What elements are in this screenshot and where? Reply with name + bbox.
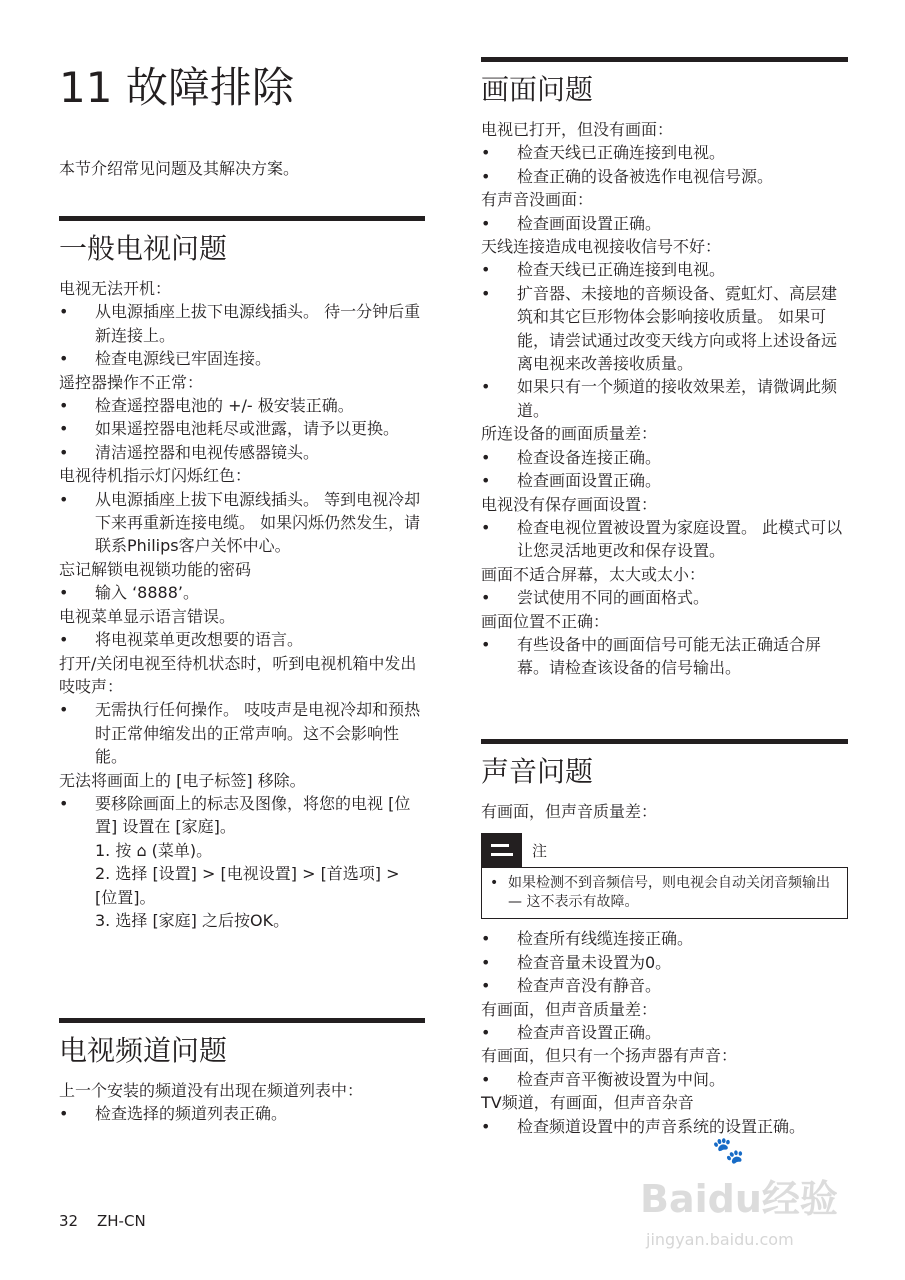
bullet-item: • 检查频道设置中的声音系统的设置正确。 — [481, 1115, 848, 1138]
section-heading: 电视频道问题 — [59, 1034, 228, 1067]
bullet-item: • 要移除画面上的标志及图像，将您的电视 [位置] 设置在 [家庭]。 — [59, 792, 425, 839]
chapter-number: 11 — [59, 63, 113, 112]
section-rule — [481, 57, 848, 62]
bullet-item: • 清洁遥控器和电视传感器镜头。 — [59, 441, 425, 464]
bullet-item: • 从电源插座上拔下电源线插头。 等到电视冷却下来再重新连接电缆。 如果闪烁仍然发生，请联系Philips客户关怀中心。 — [59, 488, 425, 558]
language-code: ZH-CN — [97, 1212, 146, 1230]
baidu-watermark — [640, 1136, 860, 1276]
issue-question: 画面位置不正确： — [481, 611, 610, 631]
section-rule — [59, 1018, 425, 1023]
bullet-item: • 从电源插座上拔下电源线插头。 待一分钟后重新连接上。 — [59, 300, 425, 347]
issue-question: 有画面，但声音质量差： — [481, 999, 658, 1019]
bullet-item: • 输入 ‘8888’。 — [59, 581, 425, 604]
bullet-item: • 检查声音设置正确。 — [481, 1021, 848, 1044]
bullet-item: • 检查电视位置被设置为家庭设置。 此模式可以让您灵活地更改和保存设置。 — [481, 516, 848, 563]
bullet-item: • 检查声音没有静音。 — [481, 974, 848, 997]
section-channel — [59, 1018, 425, 1126]
step-item: 1. 按 ⌂ (菜单)。 — [95, 840, 213, 860]
issue-question: 上一个安装的频道没有出现在频道列表中： — [59, 1081, 364, 1100]
issue-question: 有声音没画面： — [481, 190, 594, 210]
issue-question: 忘记解锁电视锁功能的密码 — [59, 559, 252, 579]
bullet-item: • 尝试使用不同的画面格式。 — [481, 586, 848, 609]
note-callout — [481, 833, 848, 919]
section-rule — [481, 739, 848, 744]
note-label: 注 — [532, 841, 548, 860]
bullet-item: • 检查音量未设置为0。 — [481, 951, 848, 974]
bullet-item: • 检查设备连接正确。 — [481, 446, 848, 469]
watermark-url: jingyan.baidu.com — [646, 1230, 794, 1249]
bullet-item: • 如果遥控器电池耗尽或泄露，请予以更换。 — [59, 417, 425, 440]
bullet-item: • 检查所有线缆连接正确。 — [481, 927, 848, 950]
section-rule — [59, 216, 425, 221]
section-heading: 一般电视问题 — [59, 232, 228, 265]
section-heading: 声音问题 — [481, 755, 594, 788]
bullet-item: • 检查遥控器电池的 +/- 极安装正确。 — [59, 394, 425, 417]
bullet-item: • 无需执行任何操作。 吱吱声是电视冷却和预热时正常伸缩发出的正常声响。这不会影响性能。 — [59, 698, 425, 768]
bullet-item: • 检查画面设置正确。 — [481, 212, 848, 235]
section-picture — [481, 57, 848, 680]
bullet-item: • 检查选择的频道列表正确。 — [59, 1102, 425, 1125]
bullet-item: • 检查声音平衡被设置为中间。 — [481, 1068, 848, 1091]
issue-question: 电视菜单显示语言错误。 — [59, 606, 236, 626]
bullet-item: • 检查电源线已牢固连接。 — [59, 347, 425, 370]
note-box — [481, 867, 848, 919]
chapter-title — [59, 60, 294, 116]
bullet-item: • 扩音器、未接地的音频设备、霓虹灯、高层建筑和其它巨形物体会影响接收质量。 如果可能，请尝试通过改变天线方向或将上述设备远离电视来改善接收质量。 — [481, 282, 848, 376]
watermark-brand: Baidu经验 — [640, 1177, 838, 1221]
channel-issue-list — [59, 1079, 425, 1126]
issue-question: 有画面，但只有一个扬声器有声音： — [481, 1046, 738, 1066]
section-heading: 画面问题 — [481, 73, 594, 106]
issue-question: 打开/关闭电视至待机状态时，听到电视机箱中发出吱吱声： — [59, 653, 417, 696]
issue-question: 电视没有保存画面设置： — [481, 494, 658, 514]
bullet-item: • 检查天线已正确连接到电视。 — [481, 141, 848, 164]
bullet-item: • 如果只有一个频道的接收效果差，请微调此频道。 — [481, 375, 848, 422]
step-item: 3. 选择 [家庭] 之后按OK。 — [95, 910, 290, 930]
issue-question: 遥控器操作不正常： — [59, 372, 204, 392]
page-number: 32 — [59, 1212, 79, 1230]
sound-issue-list — [481, 927, 848, 1138]
issue-question: 无法将画面上的 [电子标签] 移除。 — [59, 770, 306, 790]
bullet-item: • 检查画面设置正确。 — [481, 469, 848, 492]
bullet-item: • 检查正确的设备被选作电视信号源。 — [481, 165, 848, 188]
issue-question: TV频道，有画面，但声音杂音 — [481, 1093, 694, 1113]
bullet-item: • 有些设备中的画面信号可能无法正确适合屏幕。请检查该设备的信号输出。 — [481, 633, 848, 680]
section-general-tv — [59, 216, 425, 932]
picture-issue-list — [481, 118, 848, 680]
chapter-name: 故障排除 — [125, 63, 294, 112]
issue-question: 电视已打开，但没有画面： — [481, 120, 674, 139]
bullet-item: • 检查天线已正确连接到电视。 — [481, 258, 848, 281]
issue-question: 有画面，但声音质量差： — [481, 802, 658, 821]
issue-question: 画面不适合屏幕，太大或太小： — [481, 564, 706, 584]
issue-question: 电视待机指示灯闪烁红色： — [59, 466, 252, 486]
paw-icon: 🐾 — [712, 1136, 745, 1166]
issue-question: 电视无法开机： — [59, 279, 172, 298]
section-sound — [481, 739, 848, 1138]
issue-question: 所连设备的画面质量差： — [481, 424, 658, 444]
general-issue-list — [59, 277, 425, 932]
step-item: 2. 选择 [设置] > [电视设置] > [首选项] > [位置]。 — [95, 864, 400, 907]
chapter-intro: 本节介绍常见问题及其解决方案。 — [59, 159, 300, 178]
issue-question: 天线连接造成电视接收信号不好： — [481, 237, 722, 257]
note-text: • 如果检测不到音频信号，则电视会自动关闭音频输出 — 这不表示有故障。 — [490, 874, 837, 912]
bullet-item: • 将电视菜单更改想要的语言。 — [59, 628, 425, 651]
note-icon — [481, 833, 522, 867]
